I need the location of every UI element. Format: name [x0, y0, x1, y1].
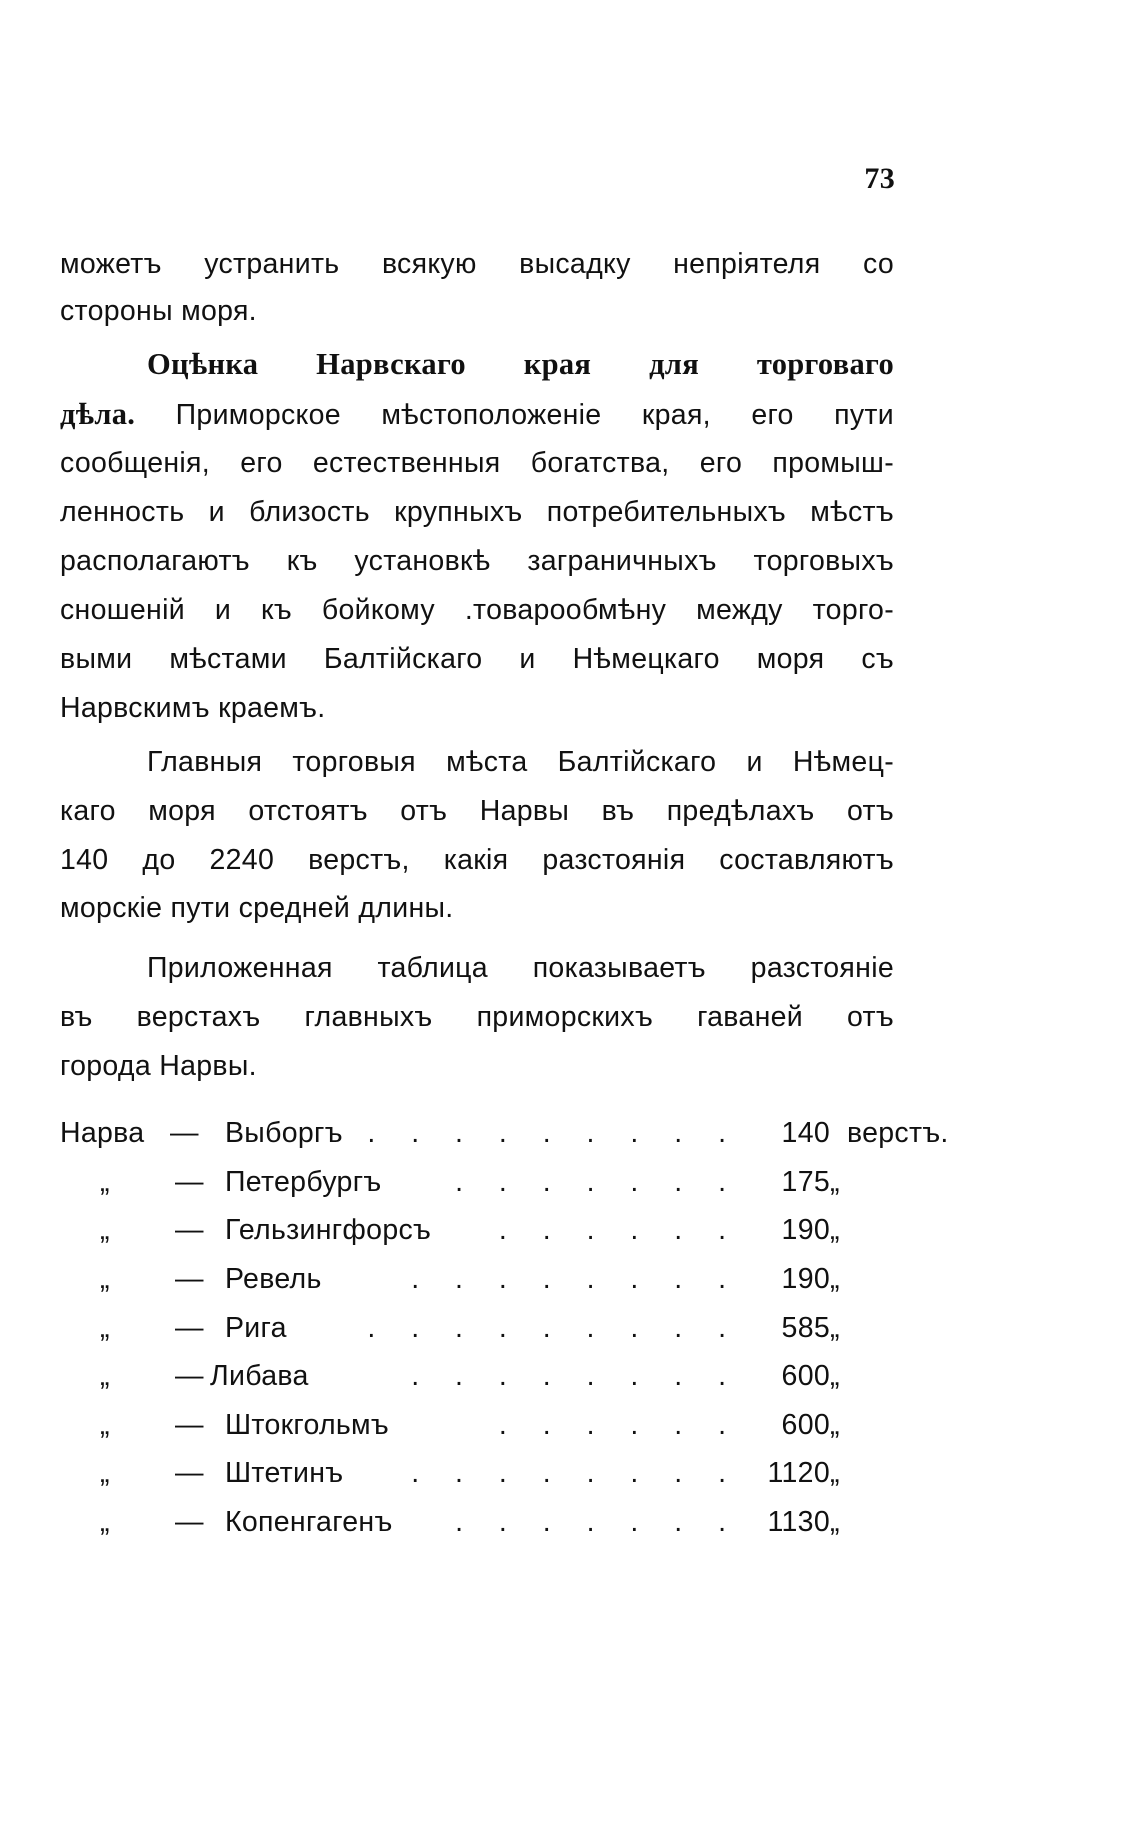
dash: — — [175, 1214, 204, 1246]
table-row — [60, 1359, 900, 1393]
destination: Штетинъ — [225, 1457, 344, 1489]
distance: 1130 — [767, 1506, 830, 1538]
leader-dots: . . . . . . . — [455, 1166, 740, 1198]
unit-ditto-mark: „ — [830, 1166, 840, 1198]
ditto-mark: „ — [100, 1457, 110, 1489]
destination: Выборгъ — [225, 1117, 343, 1149]
dash: — — [175, 1312, 204, 1344]
paragraph-3-line: 140 до 2240 верстъ, какія разстоянія составляютъ — [60, 844, 894, 876]
leader-dots: . . . . . . . . — [411, 1263, 740, 1295]
ditto-mark: „ — [100, 1263, 110, 1295]
dash: — — [170, 1117, 199, 1149]
paragraph-2-line: сообщенія, его естественныя богатства, его промыш- — [60, 447, 894, 479]
dash: — — [175, 1166, 204, 1198]
distance: 600 — [781, 1360, 830, 1392]
paragraph-3-line: Главныя торговыя мѣста Балтійскаго и Нѣмец- — [147, 746, 894, 778]
unit-ditto-mark: „ — [830, 1409, 840, 1441]
section-heading: Оцѣнка Нарвскаго края для торговаго — [147, 347, 894, 381]
paragraph-4-line: въ верстахъ главныхъ приморскихъ гаваней отъ — [60, 1001, 894, 1033]
unit-ditto-mark: „ — [830, 1457, 840, 1489]
destination: Рига — [225, 1312, 287, 1344]
ditto-mark: „ — [100, 1214, 110, 1246]
paragraph-3-line: каго моря отстоятъ отъ Нарвы въ предѣлахъ отъ — [60, 795, 894, 827]
table-row — [60, 1505, 900, 1539]
leader-dots: . . . . . . — [498, 1214, 740, 1246]
paragraph-4-line: Приложенная таблица показываетъ разстояніе — [147, 952, 894, 984]
table-row — [60, 1165, 900, 1199]
ditto-mark: „ — [100, 1506, 110, 1538]
paragraph-2-line: располагаютъ къ установкѣ заграничныхъ торговыхъ — [60, 545, 894, 577]
paragraph-4-line: города Нарвы. — [60, 1050, 257, 1082]
dash: — — [175, 1360, 204, 1392]
leader-dots: . . . . . . . . — [411, 1360, 740, 1392]
table-row — [60, 1311, 900, 1345]
distance: 190 — [781, 1263, 830, 1295]
paragraph-2-line — [60, 397, 894, 431]
leader-dots: . . . . . . . . . — [367, 1117, 740, 1149]
paragraph-2-line: ленность и близость крупныхъ потребительныхъ мѣстъ — [60, 496, 894, 528]
paragraph-1-line: стороны моря. — [60, 295, 257, 327]
distance: 585 — [781, 1312, 830, 1344]
ditto-mark: „ — [100, 1312, 110, 1344]
distance: 1120 — [767, 1457, 830, 1489]
destination: Петербургъ — [225, 1166, 382, 1198]
destination: Копенгагенъ — [225, 1506, 393, 1538]
dash: — — [175, 1409, 204, 1441]
distance: 175 — [781, 1166, 830, 1198]
section-heading-end: дѣла. — [60, 397, 136, 431]
paragraph-2-line: сношеній и къ бойкому .товарообмѣну между торго- — [60, 594, 894, 626]
table-row — [60, 1116, 949, 1150]
ditto-mark: „ — [100, 1166, 110, 1198]
destination: Гельзингфорсъ — [225, 1214, 432, 1246]
dash: — — [175, 1506, 204, 1538]
table-row — [60, 1213, 900, 1247]
leader-dots: . . . . . . . . . — [367, 1312, 740, 1344]
paragraph-2-line: выми мѣстами Балтійскаго и Нѣмецкаго моря съ — [60, 643, 894, 675]
unit-ditto-mark: „ — [830, 1214, 840, 1246]
unit-ditto-mark: „ — [830, 1312, 840, 1344]
page-number: 73 — [864, 162, 895, 195]
leader-dots: . . . . . . — [498, 1409, 740, 1441]
paragraph-2-text: Приморское мѣстоположеніе края, его пути — [135, 399, 894, 431]
ditto-mark: „ — [100, 1409, 110, 1441]
dash: — — [175, 1263, 204, 1295]
dash: — — [175, 1457, 204, 1489]
destination: Либава — [210, 1360, 309, 1392]
distance: 140 — [781, 1117, 830, 1149]
destination: Штокгольмъ — [225, 1409, 390, 1441]
paragraph-2-line: Нарвскимъ краемъ. — [60, 692, 326, 724]
origin-city: Нарва — [60, 1117, 145, 1149]
unit-ditto-mark: „ — [830, 1360, 840, 1392]
table-row — [60, 1408, 900, 1442]
distance: 190 — [781, 1214, 830, 1246]
table-row — [60, 1456, 900, 1490]
ditto-mark: „ — [100, 1360, 110, 1392]
leader-dots: . . . . . . . — [455, 1506, 740, 1538]
paragraph-1-line: можетъ устранить всякую высадку непріятеля со — [60, 248, 894, 280]
destination: Ревель — [225, 1263, 322, 1295]
unit: верстъ. — [847, 1117, 949, 1149]
distance: 600 — [781, 1409, 830, 1441]
table-row — [60, 1262, 900, 1296]
leader-dots: . . . . . . . . — [411, 1457, 740, 1489]
paragraph-3-line: морскіе пути средней длины. — [60, 892, 454, 924]
unit-ditto-mark: „ — [830, 1506, 840, 1538]
unit-ditto-mark: „ — [830, 1263, 840, 1295]
